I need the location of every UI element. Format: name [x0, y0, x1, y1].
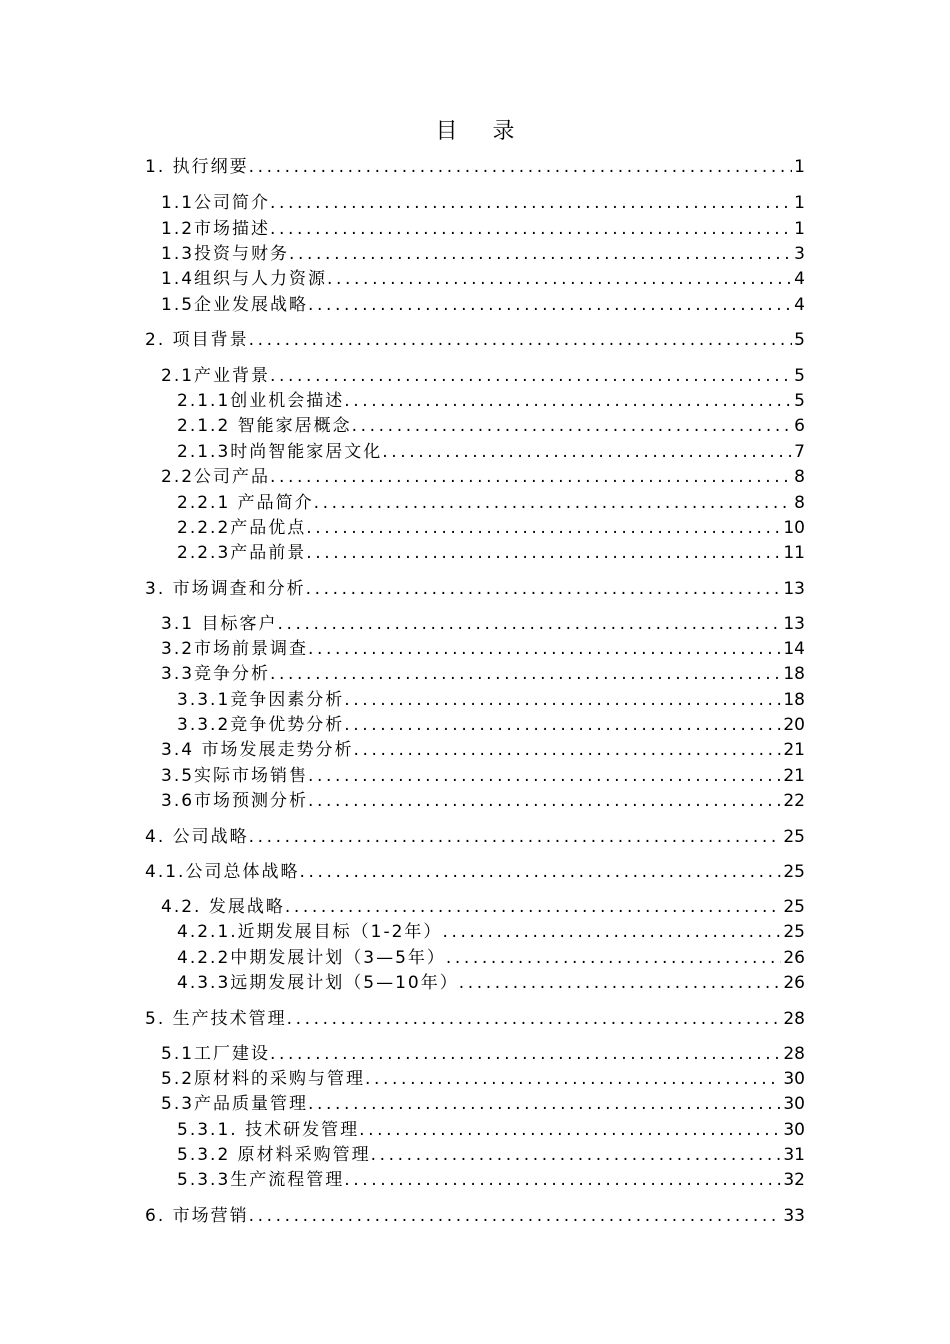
toc-entry-label: 6. 市场营销 [145, 1206, 249, 1226]
toc-page-number: 13 [783, 579, 805, 599]
toc-page-number: 28 [783, 1009, 805, 1029]
toc-dot-leader [308, 1092, 781, 1116]
toc-entry-label: 2.2.1 产品简介 [177, 493, 314, 513]
toc-entry-1-3[interactable] [161, 242, 805, 266]
toc-entry-5-3[interactable] [161, 1092, 805, 1116]
toc-entry-4-1[interactable] [145, 860, 805, 884]
toc-dot-leader [352, 414, 793, 438]
toc-page-number: 31 [783, 1145, 805, 1165]
toc-entry-3-3[interactable] [161, 662, 805, 686]
toc-entry-5-3-2[interactable] [177, 1143, 805, 1167]
toc-dot-leader [442, 920, 781, 944]
toc-dot-leader [270, 364, 792, 388]
toc-page-number: 11 [783, 543, 805, 563]
toc-page-number: 21 [783, 740, 805, 760]
toc-dot-leader [270, 217, 792, 241]
toc-page-number: 21 [783, 766, 805, 786]
toc-dot-leader [446, 946, 781, 970]
toc-entry-label: 3.1 目标客户 [161, 614, 278, 634]
toc-entry-2-1-3[interactable] [177, 440, 805, 464]
toc-page-number: 8 [794, 467, 805, 487]
toc-entry-label: 2. 项目背景 [145, 330, 249, 350]
toc-page-number: 5 [794, 366, 805, 386]
toc-page-number: 30 [783, 1094, 805, 1114]
toc-page-number: 1 [794, 219, 805, 239]
toc-dot-leader [270, 662, 781, 686]
toc-dot-leader [270, 191, 792, 215]
toc-page-number: 13 [783, 614, 805, 634]
toc-entry-label: 2.2.2产品优点 [177, 518, 307, 538]
toc-dot-leader [382, 440, 792, 464]
toc-entry-5-1[interactable] [161, 1042, 805, 1066]
toc-entry-2-1-1[interactable] [177, 389, 805, 413]
toc-dot-leader [249, 328, 793, 352]
toc-entry-label: 2.1.1创业机会描述 [177, 391, 345, 411]
toc-page-number: 32 [783, 1170, 805, 1190]
toc-entry-label: 4. 公司战略 [145, 827, 249, 847]
toc-entry-2-1-2[interactable] [177, 414, 805, 438]
toc-dot-leader [308, 293, 792, 317]
toc-entry-label: 5.3.1. 技术研发管理 [177, 1120, 360, 1140]
toc-entry-3-5[interactable] [161, 764, 805, 788]
toc-entry-label: 1. 执行纲要 [145, 157, 249, 177]
toc-entry-2-2-3[interactable] [177, 541, 805, 565]
toc-entry-1-4[interactable] [161, 267, 805, 291]
toc-dot-leader [306, 516, 781, 540]
toc-entry-3[interactable] [145, 577, 805, 601]
toc-entry-label: 5. 生产技术管理 [145, 1009, 287, 1029]
toc-entry-2-2-1[interactable] [177, 491, 805, 515]
toc-entry-3-4[interactable] [161, 738, 805, 762]
toc-entry-label: 5.3.2 原材料采购管理 [177, 1145, 371, 1165]
toc-entry-label: 5.2原材料的采购与管理 [161, 1069, 366, 1089]
toc-entry-5-3-1[interactable] [177, 1118, 805, 1142]
toc-entry-4[interactable] [145, 825, 805, 849]
toc-page-number: 30 [783, 1069, 805, 1089]
toc-page-number: 1 [794, 193, 805, 213]
toc-entry-4-2-2[interactable] [177, 946, 805, 970]
toc-dot-leader [270, 1042, 781, 1066]
toc-page-number: 26 [783, 948, 805, 968]
toc-dot-leader [308, 764, 781, 788]
toc-entry-label: 2.1.3时尚智能家居文化 [177, 442, 383, 462]
toc-entry-1-1[interactable] [161, 191, 805, 215]
toc-entry-4-3-3[interactable] [177, 971, 805, 995]
toc-page-number: 26 [783, 973, 805, 993]
toc-entry-label: 3. 市场调查和分析 [145, 579, 306, 599]
toc-entry-label: 3.4 市场发展走势分析 [161, 740, 354, 760]
toc-dot-leader [459, 971, 782, 995]
toc-entry-label: 3.3竞争分析 [161, 664, 271, 684]
toc-entry-3-1[interactable] [161, 612, 805, 636]
toc-dot-leader [287, 1007, 782, 1031]
toc-entry-label: 5.3.3生产流程管理 [177, 1170, 345, 1190]
toc-dot-leader [371, 1143, 782, 1167]
toc-entry-label: 3.3.1竞争因素分析 [177, 690, 345, 710]
toc-entry-label: 2.1.2 智能家居概念 [177, 416, 352, 436]
toc-entry-label: 1.5企业发展战略 [161, 295, 309, 315]
toc-page-number: 20 [783, 715, 805, 735]
toc-dot-leader [344, 688, 781, 712]
toc-entry-label: 1.1公司简介 [161, 193, 271, 213]
toc-page-number: 28 [783, 1044, 805, 1064]
toc-page-number: 22 [783, 791, 805, 811]
toc-entry-1-2[interactable] [161, 217, 805, 241]
toc-dot-leader [277, 612, 781, 636]
toc-page-number: 1 [794, 157, 805, 177]
toc-dot-leader [270, 465, 792, 489]
toc-entry-label: 3.6市场预测分析 [161, 791, 309, 811]
toc-entry-2-2[interactable] [161, 465, 805, 489]
toc-dot-leader [308, 637, 781, 661]
toc-dot-leader [299, 860, 781, 884]
toc-entry-label: 5.1工厂建设 [161, 1044, 271, 1064]
toc-dot-leader [306, 541, 781, 565]
toc-dot-leader [289, 242, 792, 266]
toc-entry-label: 2.1产业背景 [161, 366, 271, 386]
toc-page-number: 4 [794, 269, 805, 289]
toc-page-number: 25 [783, 922, 805, 942]
toc-page-number: 18 [783, 664, 805, 684]
toc-page-number: 4 [794, 295, 805, 315]
toc-page-number: 3 [794, 244, 805, 264]
toc-page-number: 5 [794, 330, 805, 350]
toc-dot-leader [353, 738, 781, 762]
toc-entry-label: 5.3产品质量管理 [161, 1094, 309, 1114]
toc-entry-label: 3.2市场前景调查 [161, 639, 309, 659]
toc-dot-leader [314, 491, 793, 515]
toc-entry-2[interactable] [145, 328, 805, 352]
toc-entry-label: 4.2. 发展战略 [161, 897, 285, 917]
toc-entry-2-2-2[interactable] [177, 516, 805, 540]
toc-page-number: 6 [794, 416, 805, 436]
toc-entry-label: 4.2.2中期发展计划（3—5年） [177, 948, 446, 968]
toc-dot-leader [308, 789, 781, 813]
toc-page-number: 25 [783, 827, 805, 847]
toc-entry-5-2[interactable] [161, 1067, 805, 1091]
toc-page-number: 18 [783, 690, 805, 710]
toc-page-number: 5 [794, 391, 805, 411]
toc-entry-3-3-2[interactable] [177, 713, 805, 737]
toc-page-number: 25 [783, 862, 805, 882]
page-title: 目 录 [435, 119, 529, 144]
toc-dot-leader [359, 1118, 781, 1142]
toc-entry-3-2[interactable] [161, 637, 805, 661]
toc-page-number: 14 [783, 639, 805, 659]
toc-entry-6[interactable] [145, 1204, 805, 1228]
toc-entry-3-6[interactable] [161, 789, 805, 813]
toc-entry-2-1[interactable] [161, 364, 805, 388]
toc-entry-5[interactable] [145, 1007, 805, 1031]
toc-dot-leader [249, 1204, 782, 1228]
toc-entry-label: 1.2市场描述 [161, 219, 271, 239]
toc-entry-label: 4.1.公司总体战略 [145, 862, 300, 882]
toc-entry-4-2[interactable] [161, 895, 805, 919]
toc-page-number: 25 [783, 897, 805, 917]
toc-entry-1[interactable] [145, 155, 805, 179]
toc-entry-4-2-1[interactable] [177, 920, 805, 944]
toc-dot-leader [285, 895, 782, 919]
toc-entry-label: 2.2.3产品前景 [177, 543, 307, 563]
toc-entry-label: 4.2.1.近期发展目标（1-2年） [177, 922, 443, 942]
toc-entry-label: 1.4组织与人力资源 [161, 269, 328, 289]
toc-dot-leader [249, 155, 793, 179]
toc-entry-1-5[interactable] [161, 293, 805, 317]
toc-dot-leader [365, 1067, 781, 1091]
toc-entry-label: 1.3投资与财务 [161, 244, 290, 264]
toc-page-number: 8 [794, 493, 805, 513]
toc-entry-5-3-3[interactable] [177, 1168, 805, 1192]
toc-entry-label: 3.5实际市场销售 [161, 766, 309, 786]
toc-page-number: 30 [783, 1120, 805, 1140]
toc-dot-leader [344, 713, 781, 737]
toc-dot-leader [249, 825, 782, 849]
toc-dot-leader [327, 267, 792, 291]
toc-dot-leader [344, 1168, 781, 1192]
toc-entry-3-3-1[interactable] [177, 688, 805, 712]
toc-page-number: 33 [783, 1206, 805, 1226]
toc-dot-leader [344, 389, 792, 413]
toc-entry-label: 2.2公司产品 [161, 467, 271, 487]
toc-entry-label: 4.3.3远期发展计划（5—10年） [177, 973, 459, 993]
toc-page-number: 10 [783, 518, 805, 538]
toc-dot-leader [306, 577, 782, 601]
toc-entry-label: 3.3.2竞争优势分析 [177, 715, 345, 735]
toc-page-number: 7 [794, 442, 805, 462]
